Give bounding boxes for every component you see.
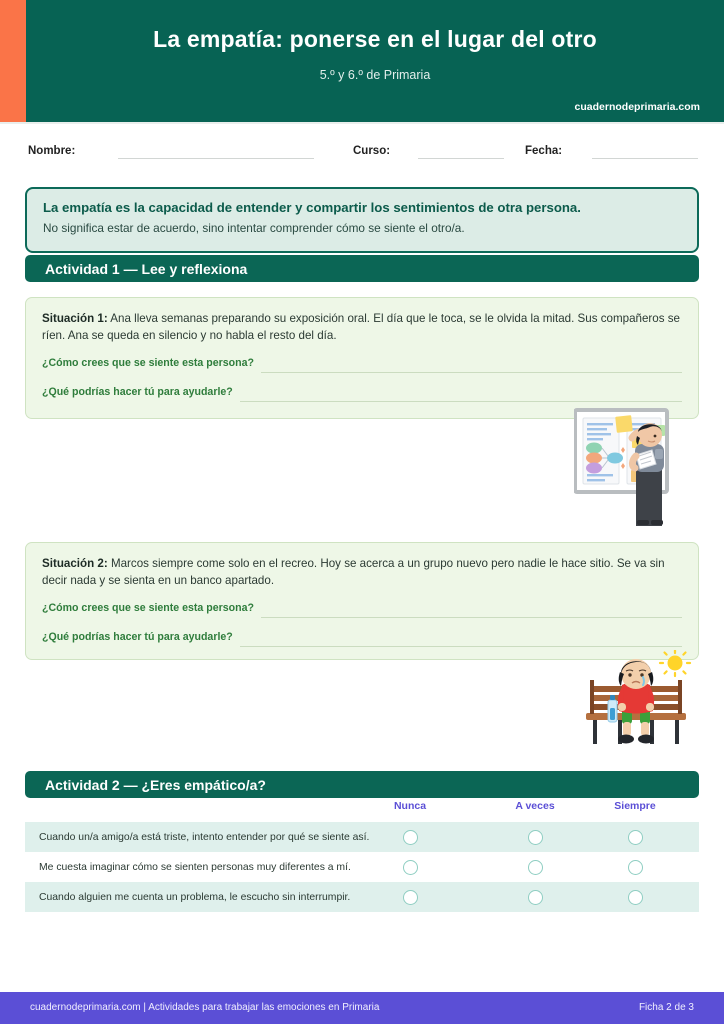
header-brand-label: cuadernodeprimaria.com (574, 101, 700, 113)
situation-2-question-1-row (42, 602, 682, 619)
radio-circle[interactable] (403, 830, 418, 845)
survey-statement: Cuando alguien me cuenta un problema, le escucho sin interrumpir. (39, 891, 351, 903)
situation-2-question-2-label: ¿Qué podrías hacer tú para ayudarle? (42, 630, 233, 643)
survey-option-aveces[interactable] (489, 822, 581, 852)
definition-title: La empatía es la capacidad de entender y compartir los sentimientos de otra persona. (43, 200, 581, 215)
survey-option-nunca[interactable] (364, 882, 456, 912)
page-header (0, 0, 724, 122)
survey-statement: Me cuesta imaginar cómo se sienten personas muy diferentes a mí. (39, 861, 351, 873)
radio-circle[interactable] (528, 830, 543, 845)
radio-circle[interactable] (403, 890, 418, 905)
situation-1-question-2-label: ¿Qué podrías hacer tú para ayudarle? (42, 385, 233, 398)
empathy-survey-table (25, 800, 699, 912)
curso-label: Curso: (353, 145, 391, 157)
table-row (25, 852, 699, 882)
sad-child (608, 659, 654, 744)
fecha-label: Fecha: (525, 145, 563, 157)
situation-2-text (42, 556, 682, 590)
activity-1-header: Actividad 1 — Lee y reflexiona (25, 255, 699, 282)
footer-credit: cuadernodeprimaria.com | Actividades para trabajar las emociones en Primaria (30, 1002, 380, 1013)
radio-circle[interactable] (528, 860, 543, 875)
survey-option-aveces[interactable] (489, 882, 581, 912)
situation-2-question-1-label: ¿Cómo crees que se siente esta persona? (42, 601, 254, 614)
situation-2-label: Situación 2: (42, 557, 108, 570)
sad-child-on-bench-illustration (584, 650, 694, 750)
identity-row (0, 136, 724, 168)
radio-circle[interactable] (628, 890, 643, 905)
situation-2-box (25, 542, 699, 660)
curso-input[interactable] (418, 158, 504, 159)
radio-circle[interactable] (628, 860, 643, 875)
situation-1-answer-2-input[interactable] (240, 401, 682, 402)
page-title: La empatía: ponerse en el lugar del otro (153, 26, 597, 52)
survey-option-nunca[interactable] (364, 852, 456, 882)
page-footer (0, 992, 724, 1024)
situation-1-question-1-row (42, 357, 682, 374)
nombre-input[interactable] (118, 158, 314, 159)
fecha-input[interactable] (592, 158, 698, 159)
table-row (25, 882, 699, 912)
survey-header-row (25, 800, 699, 822)
survey-option-siempre[interactable] (589, 822, 681, 852)
footer-page-number: Ficha 2 de 3 (638, 1002, 694, 1013)
situation-1-question-1-label: ¿Cómo crees que se siente esta persona? (42, 356, 254, 369)
survey-option-nunca[interactable] (364, 822, 456, 852)
survey-column-nunca: Nunca (393, 800, 427, 812)
situation-1-question-2-row (42, 386, 682, 403)
activity-2-header: Actividad 2 — ¿Eres empático/a? (25, 771, 699, 798)
student-presenting-at-whiteboard-illustration (574, 408, 686, 526)
definition-text: No significa estar de acuerdo, sino intentar comprender cómo se siente el otro/a. (43, 220, 465, 235)
page-subtitle: 5.º y 6.º de Primaria (319, 68, 431, 82)
situation-2-answer-1-input[interactable] (261, 617, 682, 618)
survey-column-siempre: Siempre (614, 800, 656, 812)
survey-column-aveces: A veces (515, 800, 555, 812)
radio-circle[interactable] (403, 860, 418, 875)
table-row (25, 822, 699, 852)
survey-option-aveces[interactable] (489, 852, 581, 882)
situation-2-answer-2-input[interactable] (240, 646, 682, 647)
nombre-label: Nombre: (28, 145, 76, 157)
survey-option-siempre[interactable] (589, 852, 681, 882)
radio-circle[interactable] (628, 830, 643, 845)
radio-circle[interactable] (528, 890, 543, 905)
situation-2-question-2-row (42, 631, 682, 648)
situation-2-body: Marcos siempre come solo en el recreo. Hoy se acerca a un grupo nuevo pero nadie le hace sitio. Se va sin decir nada y se sienta en un banco apartado. (42, 557, 665, 587)
situation-1-box (25, 297, 699, 419)
sun-icon (660, 650, 690, 676)
situation-1-answer-1-input[interactable] (261, 372, 682, 373)
header-accent-bar (0, 0, 26, 122)
survey-option-siempre[interactable] (589, 882, 681, 912)
definition-callout (25, 187, 699, 253)
situation-1-label: Situación 1: (42, 312, 108, 325)
situation-1-text (42, 311, 682, 345)
header-divider (0, 122, 724, 124)
survey-statement: Cuando un/a amigo/a está triste, intento entender por qué se siente así. (39, 831, 370, 843)
situation-1-body: Ana lleva semanas preparando su exposición oral. El día que le toca, se le olvida la mitad. Sus compañeros se ríen. Ana se queda en silencio y no habla el resto del día. (42, 312, 681, 342)
